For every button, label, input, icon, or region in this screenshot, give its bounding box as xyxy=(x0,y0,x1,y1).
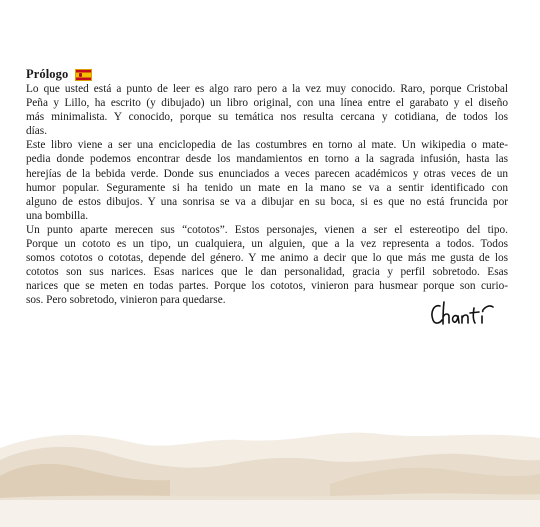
spain-flag-icon xyxy=(75,69,92,81)
paragraph-2 xyxy=(26,138,508,223)
prologue-document xyxy=(26,66,508,308)
prologue-body xyxy=(26,82,508,308)
text-line: Un punto aparte merecen sus “cototos”. Estos personajes, vienen a ser el estereotipo del tipo. xyxy=(26,223,508,236)
text-line: Lo que usted está a punto de leer es algo raro pero a la vez muy conocido. Raro, porque Cristobal xyxy=(26,83,508,95)
text-line: sos. Pero sobretodo, vinieron para quedarse. xyxy=(26,294,226,307)
text-line: Este libro viene a ser una enciclopedia de las costumbres en torno al mate. Un wikipedia o mate- xyxy=(26,139,508,152)
text-line: una bombilla. xyxy=(26,209,89,222)
decorative-dune-background xyxy=(0,420,540,527)
text-line: días. xyxy=(26,125,48,138)
paragraph-3 xyxy=(26,223,508,308)
text-line: somos cototos o cototas, depende del género. Y me animo a decir que lo que más me gusta de los xyxy=(26,252,508,265)
heading-row xyxy=(26,66,508,82)
text-line: más minimalista. Y conocido, porque su temática nos resulta cercana y cotidiana, de todos los xyxy=(26,111,508,124)
text-line: Porque un cototo es un tipo, un cualquiera, un alguien, que a la vez representa a todos. Todos xyxy=(26,238,508,251)
signature-chanti xyxy=(428,300,498,328)
text-line: pedia donde podemos encontrar desde los mandamientos en torno a la sagrada infusión, hasta las xyxy=(26,153,508,166)
page-title: Prólogo xyxy=(26,66,69,81)
text-line: humor popular. Seguramente si ha tenido un mate en la mano se va a sentir identificado con xyxy=(26,181,508,194)
paragraph-1 xyxy=(26,82,508,138)
flag-crest xyxy=(79,73,82,76)
text-line: narices que se meten en todas partes. Porque los cototos, vinieron para husmear porque son curio- xyxy=(26,280,508,293)
text-line: herejías de la bebida verde. Donde sus enunciados a veces parecen académicos y otras veces de un xyxy=(26,167,508,180)
text-line: alguno de estos dibujos. Y una sonrisa se va a dibujar en su boca, si es que no está fruncida por xyxy=(26,195,508,208)
text-line: Peña y Lillo, ha escrito (y dibujado) un libro original, con una línea entre el garabato y el diseño xyxy=(26,97,508,110)
text-line: cototos son sus narices. Esas narices que le dan personalidad, gracia y perfil sobretodo. Esas xyxy=(26,266,508,279)
ground-band xyxy=(0,498,540,527)
